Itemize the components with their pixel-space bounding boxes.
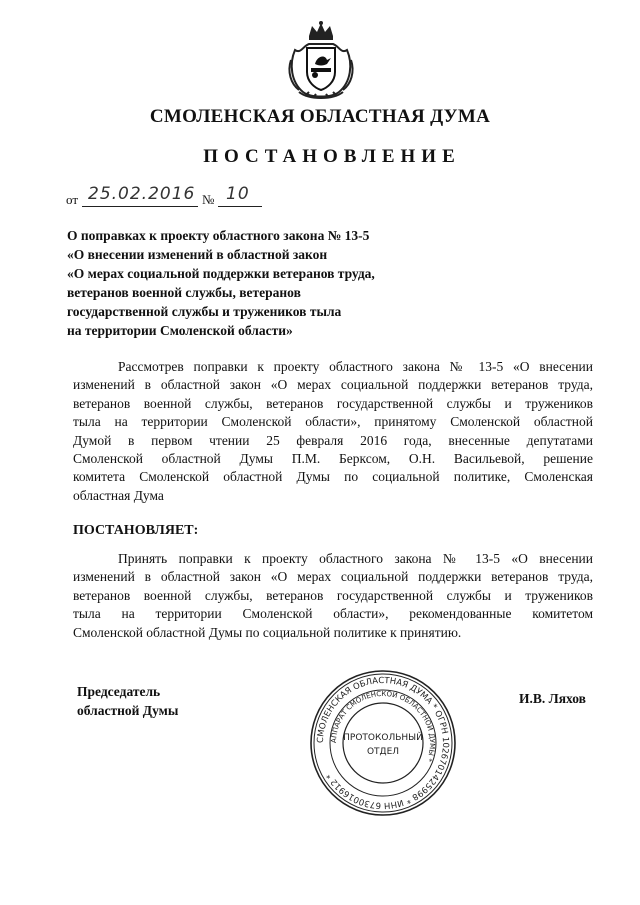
paragraph-line: Принять поправки к проекту областного закона № 13-5 «О внесении [118, 551, 593, 566]
subject-line: государственной службы и тружеников тыла [67, 304, 342, 319]
subject-line: О поправках к проекту областного закона № 13-5 [67, 228, 370, 243]
paragraph-line: ветеранов военной службы, ветеранов государственной службы и тружеников [73, 587, 593, 603]
paragraph-line: областная Дума [73, 487, 164, 503]
date-from-label: от [66, 192, 79, 207]
document-subject [67, 226, 467, 340]
document-type-title: ПОСТАНОВЛЕНИЕ [203, 146, 461, 167]
subject-line: на территории Смоленской области» [67, 323, 293, 338]
handwritten-date: 25.02.2016 [88, 184, 196, 204]
paragraph-line: изменений в областной закон «О мерах социальной поддержки ветеранов труда, [73, 377, 593, 393]
coat-of-arms-icon [285, 20, 357, 102]
organization-title: СМОЛЕНСКАЯ ОБЛАСТНАЯ ДУМА [149, 106, 491, 127]
paragraph-line: Смоленской областной Думы П.М. Берксом, О.Н. Васильевой, решение [73, 451, 593, 467]
paragraph-line: комитета Смоленской областной Думы по социальной политике, Смоленская [73, 469, 593, 485]
signatory-name: И.В. Ляхов [519, 691, 586, 706]
subject-line: «О внесении изменений в областной закон [67, 247, 328, 262]
signatory-title [77, 682, 178, 720]
number-underline [218, 206, 262, 207]
signatory-title-line: областной Думы [77, 703, 179, 718]
subject-line: ветеранов военной службы, ветеранов [67, 285, 301, 300]
preamble-paragraph [73, 358, 593, 505]
paragraph-line: ветеранов военной службы, ветеранов государственной службы и тружеников [73, 395, 593, 411]
paragraph-line: Рассмотрев поправки к проекту областного закона № 13-5 «О внесении [118, 359, 593, 374]
seal-inner-ring-text: АППАРАТ СМОЛЕНСКОЙ ОБЛАСТНОЙ ДУМЫ * [329, 689, 437, 763]
official-seal-stamp [308, 668, 458, 818]
resolution-paragraph [73, 550, 593, 642]
paragraph-line: Смоленской областной Думы по социальной политике к принятию. [73, 624, 462, 640]
seal-center-line: ПРОТОКОЛЬНЫЙ [343, 733, 423, 743]
number-label: № [202, 192, 215, 207]
subject-line: «О мерах социальной поддержки ветеранов труда, [67, 266, 375, 281]
date-underline [82, 206, 198, 207]
handwritten-number: 10 [226, 184, 250, 204]
paragraph-line: изменений в областной закон «О мерах социальной поддержки ветеранов труда, [73, 569, 593, 585]
signatory-title-line: Председатель [77, 684, 161, 699]
seal-outer-ring-text: СМОЛЕНСКАЯ ОБЛАСТНАЯ ДУМА * ОГРН 1026701425998 * ИНН 6730016912 * [315, 675, 451, 811]
resolves-heading: ПОСТАНОВЛЯЕТ: [73, 523, 199, 538]
seal-center-line: ОТДЕЛ [366, 747, 400, 757]
paragraph-line: Думой в первом чтении 25 февраля 2016 года, внесенные депутатами [73, 432, 593, 448]
paragraph-line: тыла на территории Смоленской области», принятому Смоленской областной [73, 414, 593, 430]
paragraph-line: тыла на территории Смоленской области», рекомендованные комитетом [73, 606, 593, 622]
